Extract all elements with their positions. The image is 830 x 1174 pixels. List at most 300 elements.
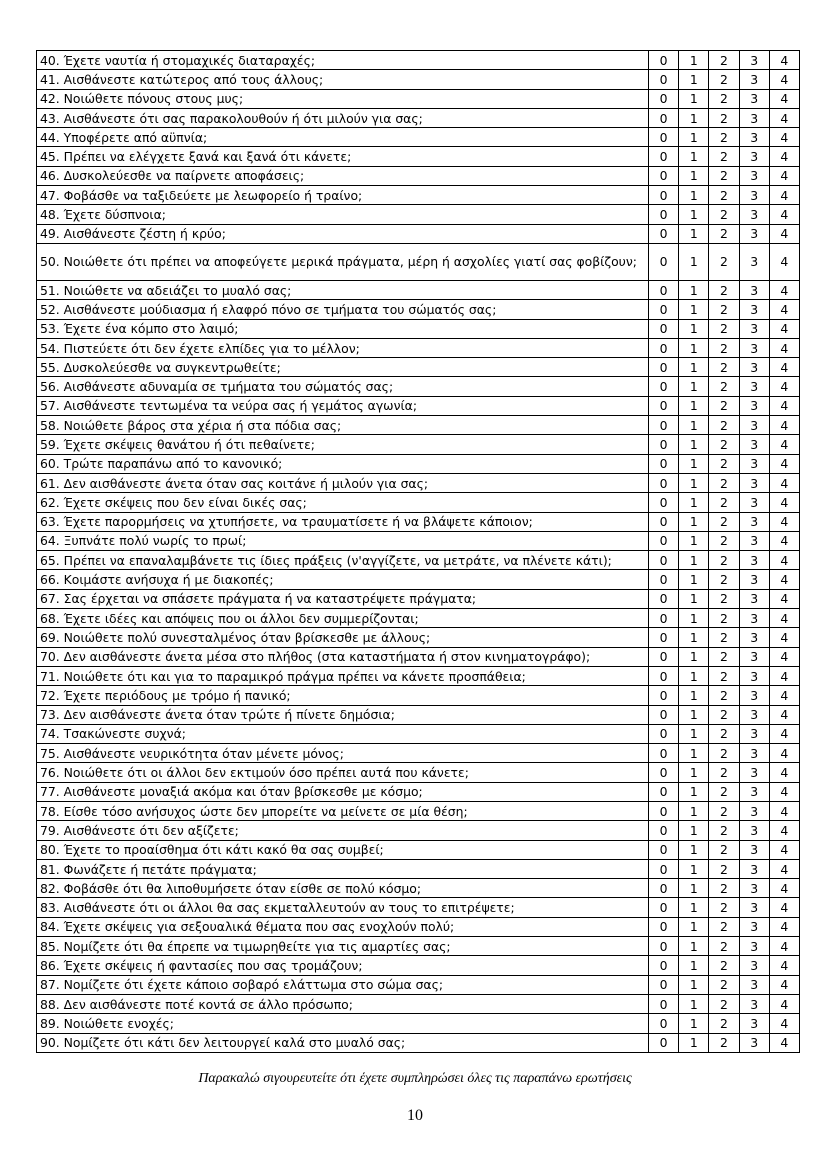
answer-option-0[interactable]: 0 (649, 840, 679, 859)
question-text: 56. Αισθάνεστε αδυναμία σε τμήματα του σώματός σας; (37, 377, 649, 396)
answer-option-2[interactable]: 2 (709, 859, 739, 878)
answer-option-0[interactable]: 0 (649, 686, 679, 705)
answer-option-4[interactable]: 4 (769, 917, 799, 936)
answer-option-4[interactable]: 4 (769, 744, 799, 763)
answer-option-0[interactable]: 0 (649, 435, 679, 454)
answer-option-1[interactable]: 1 (679, 243, 709, 280)
answer-option-4[interactable]: 4 (769, 666, 799, 685)
answer-option-0[interactable]: 0 (649, 937, 679, 956)
answer-option-0[interactable]: 0 (649, 782, 679, 801)
answer-option-1[interactable]: 1 (679, 147, 709, 166)
answer-option-4[interactable]: 4 (769, 956, 799, 975)
answer-option-1[interactable]: 1 (679, 531, 709, 550)
answer-option-4[interactable]: 4 (769, 512, 799, 531)
answer-option-3[interactable]: 3 (739, 1014, 769, 1033)
answer-option-3[interactable]: 3 (739, 512, 769, 531)
answer-option-4[interactable]: 4 (769, 166, 799, 185)
question-text: 87. Νομίζετε ότι έχετε κάποιο σοβαρό ελάττωμα στο σώμα σας; (37, 975, 649, 994)
answer-option-1[interactable]: 1 (679, 994, 709, 1013)
answer-option-1[interactable]: 1 (679, 166, 709, 185)
answer-option-4[interactable]: 4 (769, 609, 799, 628)
answer-option-2[interactable]: 2 (709, 166, 739, 185)
question-text: 63. Έχετε παρορμήσεις να χτυπήσετε, να τραυματίσετε ή να βλάψετε κάποιον; (37, 512, 649, 531)
answer-option-1[interactable]: 1 (679, 628, 709, 647)
answer-option-3[interactable]: 3 (739, 744, 769, 763)
answer-option-1[interactable]: 1 (679, 473, 709, 492)
answer-option-2[interactable]: 2 (709, 801, 739, 820)
answer-option-0[interactable]: 0 (649, 416, 679, 435)
answer-option-2[interactable]: 2 (709, 70, 739, 89)
answer-option-3[interactable]: 3 (739, 937, 769, 956)
question-text: 82. Φοβάσθε ότι θα λιποθυμήσετε όταν είσθε σε πολύ κόσμο; (37, 879, 649, 898)
answer-option-4[interactable]: 4 (769, 763, 799, 782)
answer-option-0[interactable]: 0 (649, 975, 679, 994)
answer-option-0[interactable]: 0 (649, 589, 679, 608)
answer-option-2[interactable]: 2 (709, 782, 739, 801)
answer-option-3[interactable]: 3 (739, 859, 769, 878)
answer-option-4[interactable]: 4 (769, 377, 799, 396)
answer-option-2[interactable]: 2 (709, 108, 739, 127)
question-text: 42. Νοιώθετε πόνους στους μυς; (37, 89, 649, 108)
answer-option-0[interactable]: 0 (649, 224, 679, 243)
answer-option-1[interactable]: 1 (679, 782, 709, 801)
answer-option-1[interactable]: 1 (679, 609, 709, 628)
answer-option-1[interactable]: 1 (679, 763, 709, 782)
answer-option-0[interactable]: 0 (649, 1014, 679, 1033)
answer-option-1[interactable]: 1 (679, 840, 709, 859)
answer-option-4[interactable]: 4 (769, 994, 799, 1013)
question-row (37, 166, 800, 185)
answer-option-3[interactable]: 3 (739, 280, 769, 299)
question-row (37, 531, 800, 550)
question-row (37, 243, 800, 280)
answer-option-4[interactable]: 4 (769, 531, 799, 550)
answer-option-0[interactable]: 0 (649, 147, 679, 166)
question-row (37, 917, 800, 936)
answer-option-2[interactable]: 2 (709, 493, 739, 512)
answer-option-2[interactable]: 2 (709, 338, 739, 357)
question-text: 90. Νομίζετε ότι κάτι δεν λειτουργεί καλά στο μυαλό σας; (37, 1033, 649, 1052)
answer-option-4[interactable]: 4 (769, 975, 799, 994)
answer-option-3[interactable]: 3 (739, 454, 769, 473)
answer-option-0[interactable]: 0 (649, 763, 679, 782)
answer-option-3[interactable]: 3 (739, 821, 769, 840)
answer-option-4[interactable]: 4 (769, 108, 799, 127)
answer-option-4[interactable]: 4 (769, 570, 799, 589)
answer-option-3[interactable]: 3 (739, 128, 769, 147)
answer-option-2[interactable]: 2 (709, 917, 739, 936)
answer-option-2[interactable]: 2 (709, 243, 739, 280)
answer-option-1[interactable]: 1 (679, 128, 709, 147)
answer-option-1[interactable]: 1 (679, 686, 709, 705)
answer-option-4[interactable]: 4 (769, 416, 799, 435)
answer-option-3[interactable]: 3 (739, 338, 769, 357)
answer-option-3[interactable]: 3 (739, 396, 769, 415)
answer-option-3[interactable]: 3 (739, 531, 769, 550)
answer-option-1[interactable]: 1 (679, 956, 709, 975)
answer-option-1[interactable]: 1 (679, 647, 709, 666)
answer-option-3[interactable]: 3 (739, 994, 769, 1013)
question-row (37, 128, 800, 147)
answer-option-0[interactable]: 0 (649, 647, 679, 666)
answer-option-1[interactable]: 1 (679, 744, 709, 763)
question-text: 69. Νοιώθετε πολύ συνεσταλμένος όταν βρίσκεσθε με άλλους; (37, 628, 649, 647)
answer-option-0[interactable]: 0 (649, 128, 679, 147)
question-row (37, 358, 800, 377)
question-text: 67. Σας έρχεται να σπάσετε πράγματα ή να καταστρέψετε πράγματα; (37, 589, 649, 608)
answer-option-0[interactable]: 0 (649, 51, 679, 70)
question-text: 46. Δυσκολεύεσθε να παίρνετε αποφάσεις; (37, 166, 649, 185)
answer-option-2[interactable]: 2 (709, 551, 739, 570)
answer-option-0[interactable]: 0 (649, 377, 679, 396)
answer-option-2[interactable]: 2 (709, 705, 739, 724)
answer-option-4[interactable]: 4 (769, 628, 799, 647)
question-text: 70. Δεν αισθάνεστε άνετα μέσα στο πλήθος (στα καταστήματα ή στον κινηματογράφο); (37, 647, 649, 666)
answer-option-4[interactable]: 4 (769, 186, 799, 205)
answer-option-0[interactable]: 0 (649, 243, 679, 280)
answer-option-1[interactable]: 1 (679, 975, 709, 994)
answer-option-0[interactable]: 0 (649, 609, 679, 628)
answer-option-2[interactable]: 2 (709, 686, 739, 705)
answer-option-3[interactable]: 3 (739, 186, 769, 205)
answer-option-3[interactable]: 3 (739, 300, 769, 319)
answer-option-2[interactable]: 2 (709, 724, 739, 743)
answer-option-0[interactable]: 0 (649, 319, 679, 338)
answer-option-3[interactable]: 3 (739, 358, 769, 377)
answer-option-0[interactable]: 0 (649, 1033, 679, 1052)
answer-option-0[interactable]: 0 (649, 70, 679, 89)
answer-option-0[interactable]: 0 (649, 994, 679, 1013)
answer-option-3[interactable]: 3 (739, 589, 769, 608)
answer-option-1[interactable]: 1 (679, 705, 709, 724)
answer-option-3[interactable]: 3 (739, 840, 769, 859)
question-text: 62. Έχετε σκέψεις που δεν είναι δικές σας; (37, 493, 649, 512)
answer-option-0[interactable]: 0 (649, 531, 679, 550)
answer-option-3[interactable]: 3 (739, 205, 769, 224)
answer-option-0[interactable]: 0 (649, 166, 679, 185)
answer-option-1[interactable]: 1 (679, 937, 709, 956)
answer-option-4[interactable]: 4 (769, 724, 799, 743)
answer-option-1[interactable]: 1 (679, 205, 709, 224)
answer-option-0[interactable]: 0 (649, 186, 679, 205)
answer-option-1[interactable]: 1 (679, 377, 709, 396)
answer-option-0[interactable]: 0 (649, 473, 679, 492)
question-row (37, 224, 800, 243)
question-row (37, 300, 800, 319)
answer-option-2[interactable]: 2 (709, 628, 739, 647)
answer-option-2[interactable]: 2 (709, 300, 739, 319)
answer-option-1[interactable]: 1 (679, 666, 709, 685)
answer-option-2[interactable]: 2 (709, 454, 739, 473)
answer-option-1[interactable]: 1 (679, 358, 709, 377)
answer-option-0[interactable]: 0 (649, 859, 679, 878)
answer-option-0[interactable]: 0 (649, 396, 679, 415)
answer-option-4[interactable]: 4 (769, 686, 799, 705)
answer-option-1[interactable]: 1 (679, 435, 709, 454)
question-text: 74. Τσακώνεστε συχνά; (37, 724, 649, 743)
question-row (37, 108, 800, 127)
answer-option-1[interactable]: 1 (679, 801, 709, 820)
answer-option-2[interactable]: 2 (709, 1014, 739, 1033)
question-text: 57. Αισθάνεστε τεντωμένα τα νεύρα σας ή γεμάτος αγωνία; (37, 396, 649, 415)
answer-option-0[interactable]: 0 (649, 358, 679, 377)
question-text: 47. Φοβάσθε να ταξιδεύετε με λεωφορείο ή τραίνο; (37, 186, 649, 205)
answer-option-1[interactable]: 1 (679, 589, 709, 608)
answer-option-4[interactable]: 4 (769, 898, 799, 917)
answer-option-2[interactable]: 2 (709, 744, 739, 763)
answer-option-4[interactable]: 4 (769, 801, 799, 820)
question-row (37, 666, 800, 685)
question-row (37, 898, 800, 917)
answer-option-3[interactable]: 3 (739, 243, 769, 280)
answer-option-4[interactable]: 4 (769, 859, 799, 878)
question-row (37, 89, 800, 108)
answer-option-1[interactable]: 1 (679, 108, 709, 127)
question-text: 65. Πρέπει να επαναλαμβάνετε τις ίδιες πράξεις (ν'αγγίζετε, να μετράτε, να πλένετε κάτι); (37, 551, 649, 570)
answer-option-1[interactable]: 1 (679, 454, 709, 473)
answer-option-3[interactable]: 3 (739, 666, 769, 685)
answer-option-2[interactable]: 2 (709, 763, 739, 782)
answer-option-3[interactable]: 3 (739, 705, 769, 724)
answer-option-4[interactable]: 4 (769, 937, 799, 956)
answer-option-2[interactable]: 2 (709, 975, 739, 994)
answer-option-4[interactable]: 4 (769, 147, 799, 166)
answer-option-0[interactable]: 0 (649, 628, 679, 647)
answer-option-1[interactable]: 1 (679, 512, 709, 531)
answer-option-4[interactable]: 4 (769, 435, 799, 454)
answer-option-3[interactable]: 3 (739, 166, 769, 185)
answer-option-3[interactable]: 3 (739, 319, 769, 338)
answer-option-3[interactable]: 3 (739, 108, 769, 127)
answer-option-3[interactable]: 3 (739, 782, 769, 801)
answer-option-2[interactable]: 2 (709, 205, 739, 224)
answer-option-3[interactable]: 3 (739, 801, 769, 820)
answer-option-1[interactable]: 1 (679, 300, 709, 319)
answer-option-1[interactable]: 1 (679, 879, 709, 898)
answer-option-2[interactable]: 2 (709, 589, 739, 608)
answer-option-3[interactable]: 3 (739, 70, 769, 89)
answer-option-2[interactable]: 2 (709, 647, 739, 666)
answer-option-3[interactable]: 3 (739, 956, 769, 975)
answer-option-4[interactable]: 4 (769, 454, 799, 473)
answer-option-3[interactable]: 3 (739, 377, 769, 396)
answer-option-2[interactable]: 2 (709, 879, 739, 898)
answer-option-1[interactable]: 1 (679, 224, 709, 243)
answer-option-0[interactable]: 0 (649, 280, 679, 299)
answer-option-2[interactable]: 2 (709, 89, 739, 108)
answer-option-2[interactable]: 2 (709, 377, 739, 396)
answer-option-0[interactable]: 0 (649, 89, 679, 108)
question-row (37, 628, 800, 647)
answer-option-4[interactable]: 4 (769, 319, 799, 338)
answer-option-1[interactable]: 1 (679, 70, 709, 89)
answer-option-2[interactable]: 2 (709, 224, 739, 243)
answer-option-2[interactable]: 2 (709, 435, 739, 454)
answer-option-2[interactable]: 2 (709, 898, 739, 917)
answer-option-4[interactable]: 4 (769, 840, 799, 859)
answer-option-1[interactable]: 1 (679, 917, 709, 936)
question-text: 85. Νομίζετε ότι θα έπρεπε να τιμωρηθείτε για τις αμαρτίες σας; (37, 937, 649, 956)
answer-option-4[interactable]: 4 (769, 821, 799, 840)
answer-option-1[interactable]: 1 (679, 51, 709, 70)
answer-option-2[interactable]: 2 (709, 51, 739, 70)
answer-option-2[interactable]: 2 (709, 840, 739, 859)
question-text: 66. Κοιμάστε ανήσυχα ή με διακοπές; (37, 570, 649, 589)
answer-option-1[interactable]: 1 (679, 338, 709, 357)
answer-option-4[interactable]: 4 (769, 205, 799, 224)
answer-option-4[interactable]: 4 (769, 89, 799, 108)
answer-option-3[interactable]: 3 (739, 879, 769, 898)
answer-option-3[interactable]: 3 (739, 493, 769, 512)
answer-option-0[interactable]: 0 (649, 705, 679, 724)
answer-option-4[interactable]: 4 (769, 782, 799, 801)
answer-option-4[interactable]: 4 (769, 338, 799, 357)
answer-option-4[interactable]: 4 (769, 358, 799, 377)
answer-option-4[interactable]: 4 (769, 1033, 799, 1052)
question-row (37, 589, 800, 608)
answer-option-2[interactable]: 2 (709, 609, 739, 628)
answer-option-0[interactable]: 0 (649, 956, 679, 975)
answer-option-0[interactable]: 0 (649, 338, 679, 357)
answer-option-0[interactable]: 0 (649, 666, 679, 685)
answer-option-3[interactable]: 3 (739, 147, 769, 166)
question-text: 48. Έχετε δύσπνοια; (37, 205, 649, 224)
question-row (37, 686, 800, 705)
answer-option-3[interactable]: 3 (739, 416, 769, 435)
answer-option-3[interactable]: 3 (739, 724, 769, 743)
answer-option-3[interactable]: 3 (739, 51, 769, 70)
answer-option-4[interactable]: 4 (769, 280, 799, 299)
answer-option-2[interactable]: 2 (709, 319, 739, 338)
answer-option-3[interactable]: 3 (739, 609, 769, 628)
answer-option-0[interactable]: 0 (649, 821, 679, 840)
question-row (37, 1033, 800, 1052)
answer-option-0[interactable]: 0 (649, 512, 679, 531)
answer-option-4[interactable]: 4 (769, 70, 799, 89)
answer-option-1[interactable]: 1 (679, 319, 709, 338)
question-row (37, 840, 800, 859)
answer-option-4[interactable]: 4 (769, 396, 799, 415)
answer-option-2[interactable]: 2 (709, 512, 739, 531)
answer-option-2[interactable]: 2 (709, 821, 739, 840)
answer-option-2[interactable]: 2 (709, 994, 739, 1013)
questionnaire-table (36, 50, 800, 1053)
answer-option-2[interactable]: 2 (709, 473, 739, 492)
answer-option-4[interactable]: 4 (769, 647, 799, 666)
answer-option-4[interactable]: 4 (769, 51, 799, 70)
answer-option-0[interactable]: 0 (649, 570, 679, 589)
answer-option-4[interactable]: 4 (769, 705, 799, 724)
question-text: 72. Έχετε περιόδους με τρόμο ή πανικό; (37, 686, 649, 705)
answer-option-4[interactable]: 4 (769, 589, 799, 608)
answer-option-0[interactable]: 0 (649, 454, 679, 473)
answer-option-4[interactable]: 4 (769, 493, 799, 512)
answer-option-4[interactable]: 4 (769, 243, 799, 280)
answer-option-3[interactable]: 3 (739, 898, 769, 917)
answer-option-3[interactable]: 3 (739, 224, 769, 243)
question-text: 88. Δεν αισθάνεστε ποτέ κοντά σε άλλο πρόσωπο; (37, 994, 649, 1013)
answer-option-1[interactable]: 1 (679, 859, 709, 878)
answer-option-2[interactable]: 2 (709, 937, 739, 956)
answer-option-3[interactable]: 3 (739, 473, 769, 492)
answer-option-0[interactable]: 0 (649, 551, 679, 570)
answer-option-4[interactable]: 4 (769, 1014, 799, 1033)
answer-option-3[interactable]: 3 (739, 917, 769, 936)
answer-option-2[interactable]: 2 (709, 1033, 739, 1052)
question-row (37, 493, 800, 512)
question-text: 83. Αισθάνεστε ότι οι άλλοι θα σας εκμεταλλευτούν αν τους το επιτρέψετε; (37, 898, 649, 917)
answer-option-1[interactable]: 1 (679, 898, 709, 917)
answer-option-0[interactable]: 0 (649, 879, 679, 898)
answer-option-0[interactable]: 0 (649, 108, 679, 127)
answer-option-1[interactable]: 1 (679, 1014, 709, 1033)
answer-option-4[interactable]: 4 (769, 128, 799, 147)
answer-option-2[interactable]: 2 (709, 128, 739, 147)
question-text: 77. Αισθάνεστε μοναξιά ακόμα και όταν βρίσκεσθε με κόσμο; (37, 782, 649, 801)
answer-option-4[interactable]: 4 (769, 300, 799, 319)
answer-option-2[interactable]: 2 (709, 396, 739, 415)
question-row (37, 186, 800, 205)
answer-option-4[interactable]: 4 (769, 473, 799, 492)
answer-option-2[interactable]: 2 (709, 416, 739, 435)
answer-option-2[interactable]: 2 (709, 666, 739, 685)
answer-option-1[interactable]: 1 (679, 416, 709, 435)
answer-option-0[interactable]: 0 (649, 205, 679, 224)
answer-option-1[interactable]: 1 (679, 821, 709, 840)
answer-option-4[interactable]: 4 (769, 551, 799, 570)
answer-option-3[interactable]: 3 (739, 89, 769, 108)
answer-option-1[interactable]: 1 (679, 1033, 709, 1052)
question-text: 54. Πιστεύετε ότι δεν έχετε ελπίδες για το μέλλον; (37, 338, 649, 357)
answer-option-0[interactable]: 0 (649, 744, 679, 763)
answer-option-2[interactable]: 2 (709, 570, 739, 589)
answer-option-1[interactable]: 1 (679, 570, 709, 589)
answer-option-3[interactable]: 3 (739, 435, 769, 454)
answer-option-3[interactable]: 3 (739, 686, 769, 705)
answer-option-1[interactable]: 1 (679, 186, 709, 205)
answer-option-0[interactable]: 0 (649, 493, 679, 512)
answer-option-4[interactable]: 4 (769, 224, 799, 243)
answer-option-2[interactable]: 2 (709, 280, 739, 299)
answer-option-0[interactable]: 0 (649, 917, 679, 936)
question-text: 84. Έχετε σκέψεις για σεξουαλικά θέματα που σας ενοχλούν πολύ; (37, 917, 649, 936)
answer-option-0[interactable]: 0 (649, 898, 679, 917)
answer-option-3[interactable]: 3 (739, 975, 769, 994)
answer-option-3[interactable]: 3 (739, 570, 769, 589)
answer-option-2[interactable]: 2 (709, 186, 739, 205)
answer-option-0[interactable]: 0 (649, 801, 679, 820)
answer-option-3[interactable]: 3 (739, 551, 769, 570)
answer-option-1[interactable]: 1 (679, 396, 709, 415)
answer-option-1[interactable]: 1 (679, 280, 709, 299)
answer-option-1[interactable]: 1 (679, 724, 709, 743)
answer-option-0[interactable]: 0 (649, 724, 679, 743)
question-row (37, 551, 800, 570)
answer-option-4[interactable]: 4 (769, 879, 799, 898)
answer-option-2[interactable]: 2 (709, 147, 739, 166)
answer-option-3[interactable]: 3 (739, 1033, 769, 1052)
answer-option-0[interactable]: 0 (649, 300, 679, 319)
answer-option-3[interactable]: 3 (739, 647, 769, 666)
answer-option-3[interactable]: 3 (739, 628, 769, 647)
answer-option-3[interactable]: 3 (739, 763, 769, 782)
answer-option-1[interactable]: 1 (679, 89, 709, 108)
answer-option-1[interactable]: 1 (679, 493, 709, 512)
answer-option-2[interactable]: 2 (709, 956, 739, 975)
answer-option-2[interactable]: 2 (709, 531, 739, 550)
answer-option-1[interactable]: 1 (679, 551, 709, 570)
answer-option-2[interactable]: 2 (709, 358, 739, 377)
